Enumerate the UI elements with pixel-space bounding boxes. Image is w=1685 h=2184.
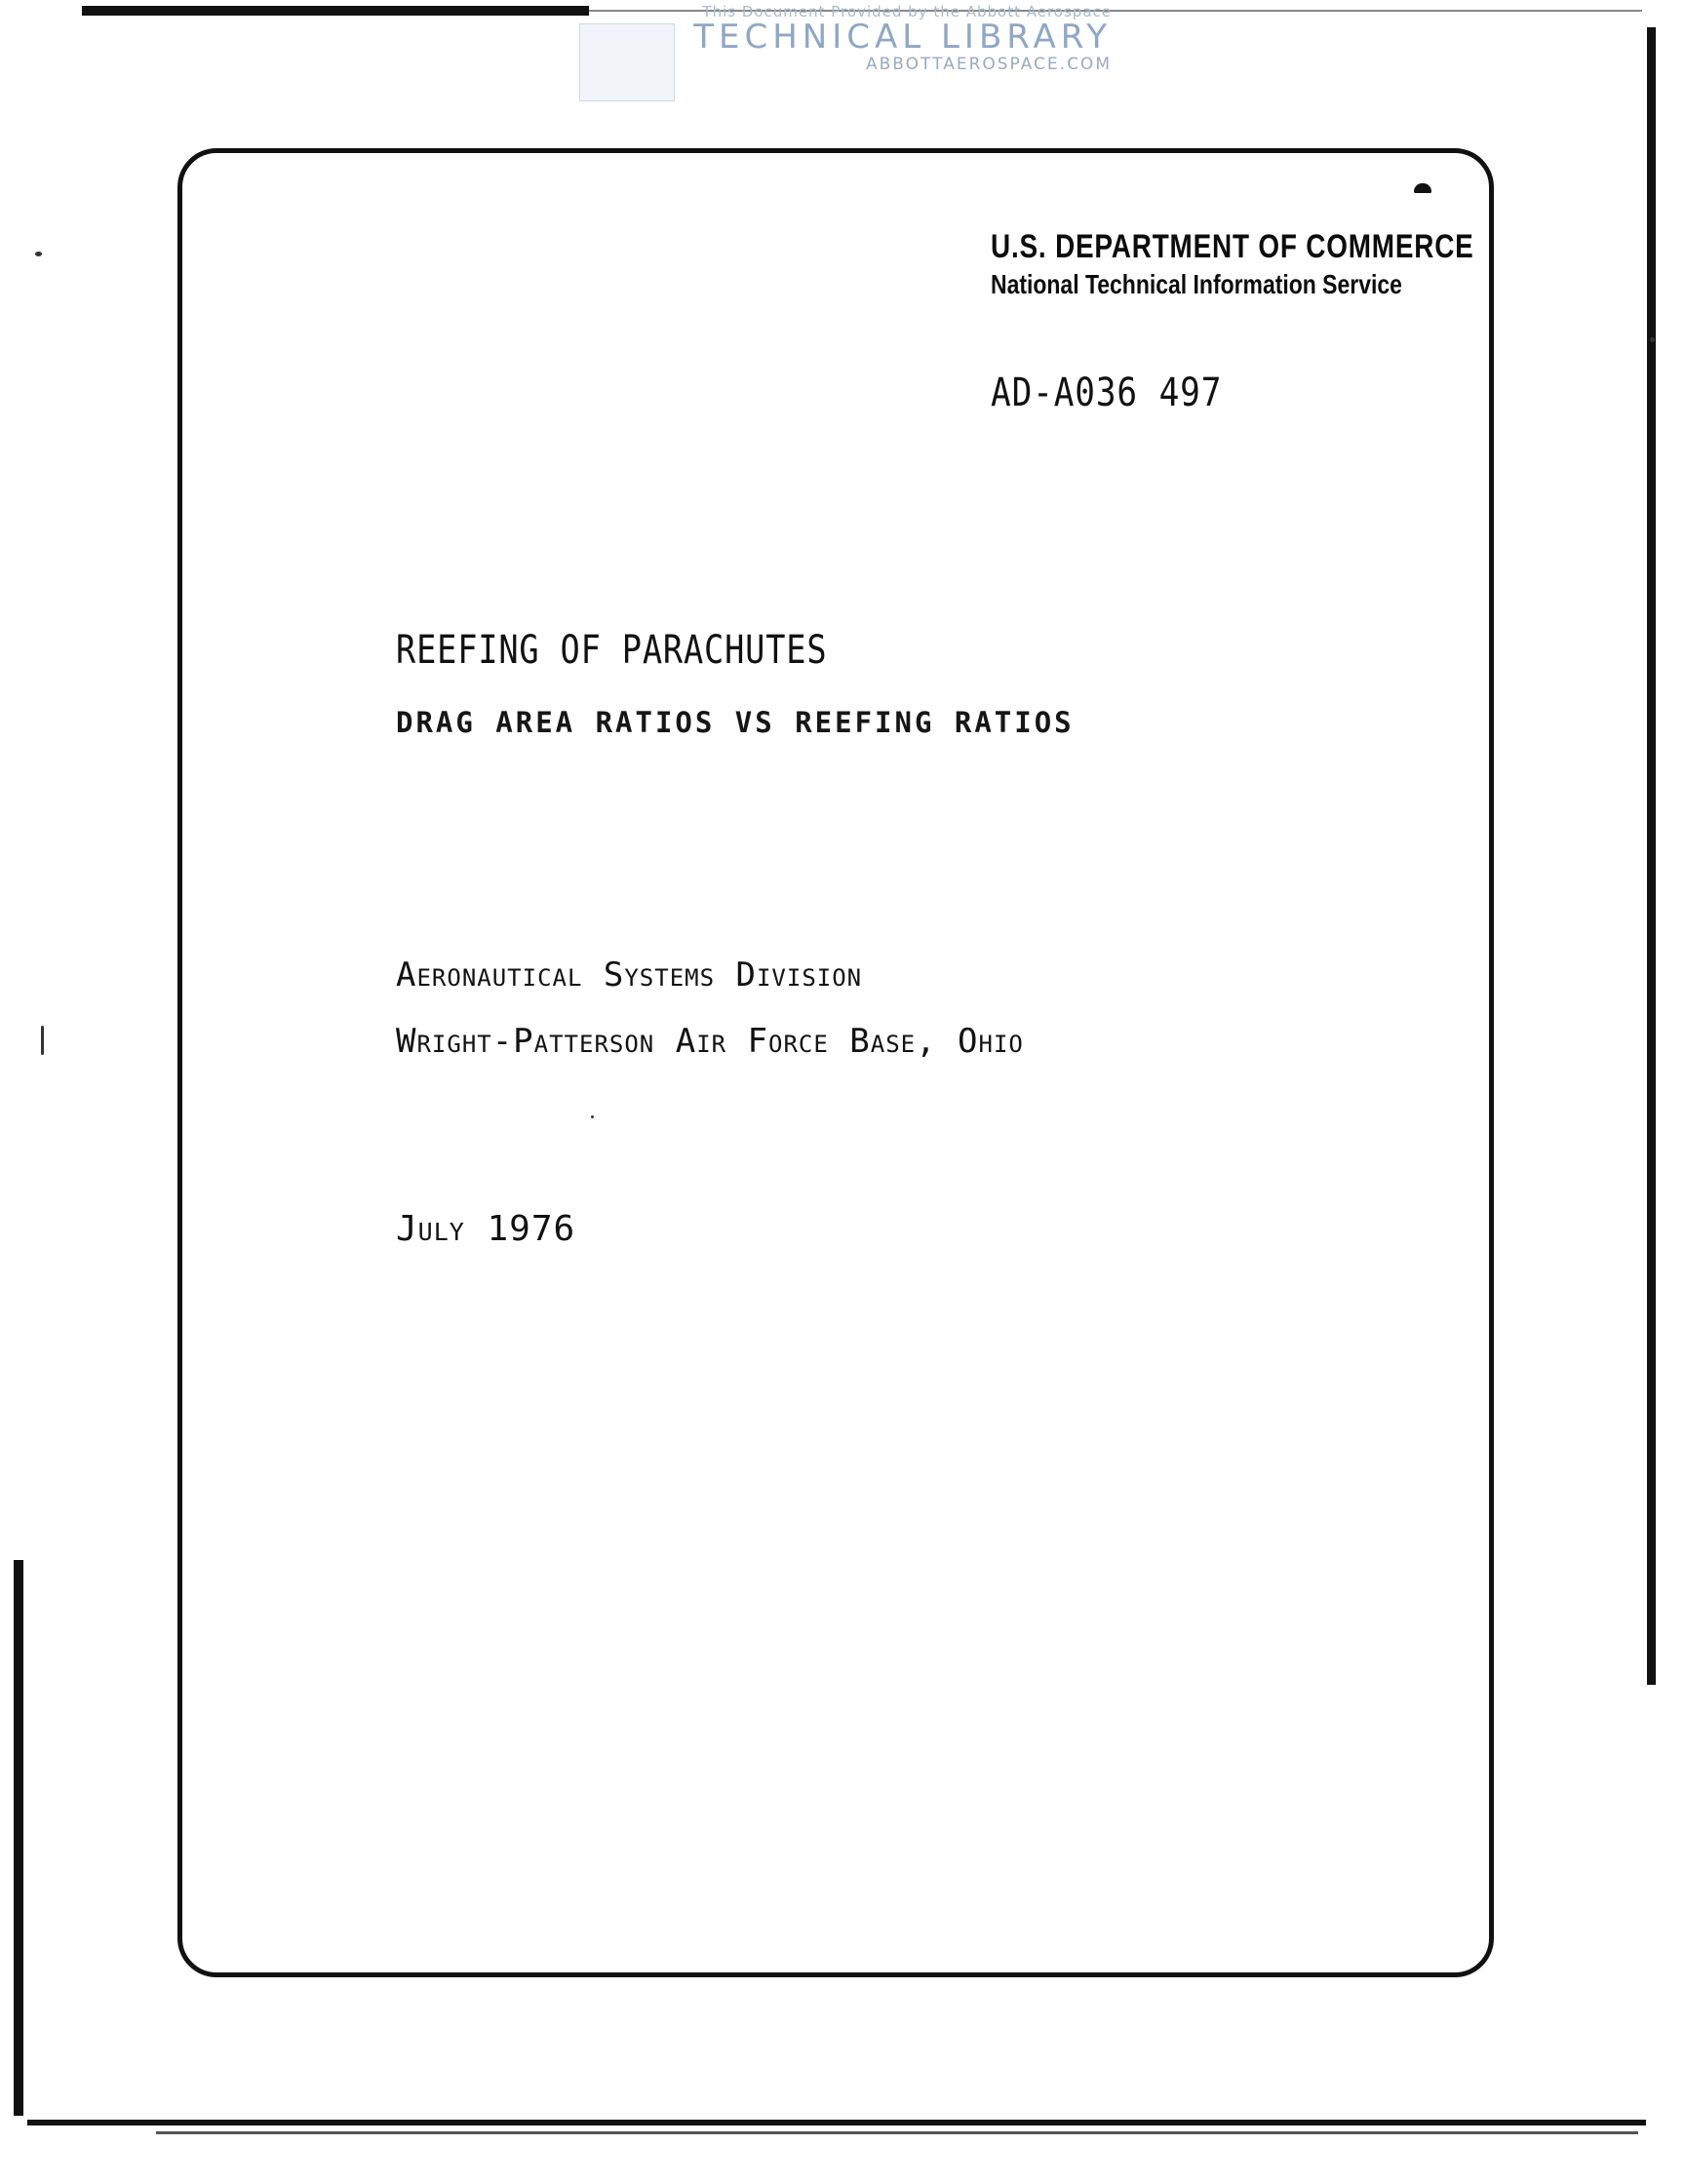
watermark-provider-line: This Document Provided by the Abbott Aerospace — [702, 3, 1112, 20]
scan-speck — [35, 252, 42, 256]
document-number: AD-A036 497 — [991, 370, 1223, 415]
organization-location: Wright-Patterson Air Force Base, Ohio — [396, 1022, 1024, 1061]
organization-division: Aeronautical Systems Division — [396, 956, 863, 994]
report-subtitle: DRAG AREA RATIOS VS REEFING RATIOS — [396, 706, 1075, 739]
scan-speck — [41, 1026, 44, 1055]
report-date: July 1976 — [396, 1209, 576, 1249]
scan-edge-right — [1647, 27, 1656, 1685]
agency-block — [991, 226, 1474, 302]
report-title: REEFING OF PARACHUTES — [396, 628, 828, 673]
agency-department: U.S. DEPARTMENT OF COMMERCE — [991, 228, 1474, 265]
scan-edge-left — [14, 1560, 23, 2116]
scan-edge-top — [82, 6, 589, 16]
title-page-frame — [177, 148, 1494, 1977]
watermark-title: TECHNICAL LIBRARY — [693, 18, 1112, 57]
scan-edge-bottom — [27, 2120, 1646, 2126]
scan-edge-bottom-secondary — [156, 2131, 1638, 2134]
agency-service: National Technical Information Service — [991, 269, 1402, 299]
scan-speck — [1650, 337, 1655, 342]
frame-ink-mark — [1414, 183, 1431, 193]
watermark-url: ABBOTTAEROSPACE.COM — [866, 55, 1112, 74]
watermark — [605, 4, 1112, 74]
